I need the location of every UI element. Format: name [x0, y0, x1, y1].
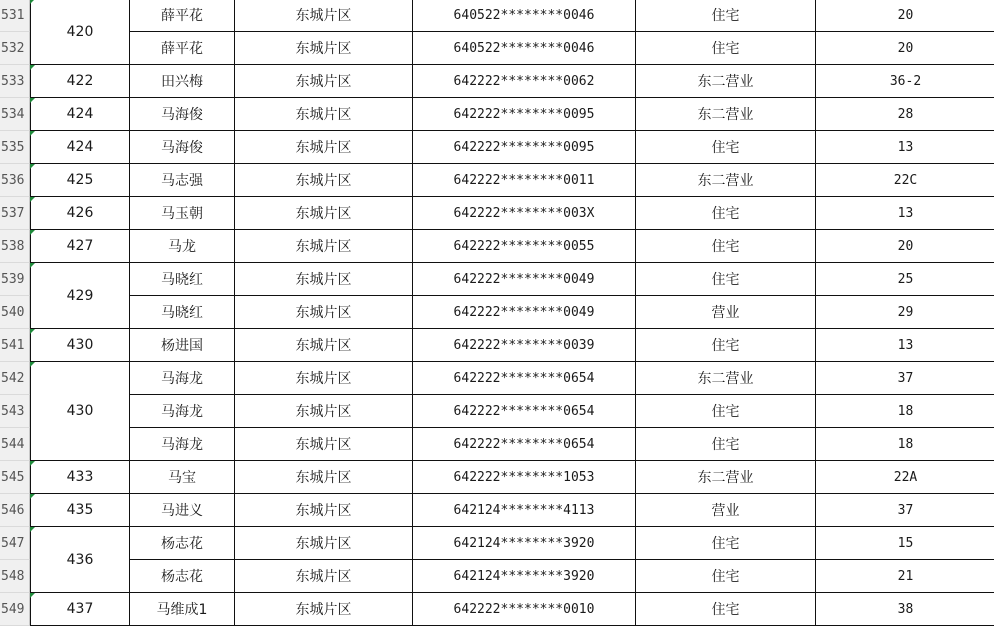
cell-area[interactable]: 东城片区 [235, 395, 413, 428]
row-header[interactable]: 533 [0, 65, 30, 98]
cell-name[interactable]: 马进义 [130, 494, 235, 527]
row-header[interactable]: 538 [0, 230, 30, 263]
comment-marker-icon [30, 98, 35, 103]
row-header[interactable]: 541 [0, 329, 30, 362]
comment-marker-icon [30, 461, 35, 466]
cell-name[interactable]: 薛平花 [130, 32, 235, 65]
row-header[interactable]: 534 [0, 98, 30, 131]
cell-type[interactable]: 东二营业 [636, 164, 816, 197]
table-row [0, 362, 994, 395]
row-header[interactable]: 535 [0, 131, 30, 164]
cell-num[interactable]: 13 [816, 329, 994, 362]
cell-num[interactable]: 37 [816, 362, 994, 395]
table-row [0, 527, 994, 560]
cell-num[interactable]: 36-2 [816, 65, 994, 98]
cell-name[interactable]: 田兴梅 [130, 65, 235, 98]
row-header[interactable]: 544 [0, 428, 30, 461]
cell-area[interactable]: 东城片区 [235, 65, 413, 98]
cell-num[interactable]: 21 [816, 560, 994, 593]
cell-idcard[interactable]: 642222********0049 [413, 296, 636, 329]
cell-id[interactable]: 437 [30, 593, 130, 626]
cell-area[interactable]: 东城片区 [235, 164, 413, 197]
cell-id[interactable]: 430 [30, 329, 130, 362]
cell-area[interactable]: 东城片区 [235, 197, 413, 230]
cell-num[interactable]: 22A [816, 461, 994, 494]
table-row [0, 494, 994, 527]
cell-area[interactable]: 东城片区 [235, 593, 413, 626]
row-header[interactable]: 547 [0, 527, 30, 560]
row-header[interactable]: 543 [0, 395, 30, 428]
cell-type[interactable]: 住宅 [636, 0, 816, 32]
comment-marker-icon [30, 527, 35, 532]
cell-name[interactable]: 马维成1 [130, 593, 235, 626]
cell-name[interactable]: 薛平花 [130, 0, 235, 32]
cell-area[interactable]: 东城片区 [235, 263, 413, 296]
cell-type[interactable]: 住宅 [636, 395, 816, 428]
cell-type[interactable]: 住宅 [636, 428, 816, 461]
table-row [0, 197, 994, 230]
cell-idcard[interactable]: 640522********0046 [413, 0, 636, 32]
cell-name[interactable]: 杨志花 [130, 560, 235, 593]
cell-area[interactable]: 东城片区 [235, 362, 413, 395]
cell-type[interactable]: 住宅 [636, 329, 816, 362]
cell-type[interactable]: 住宅 [636, 32, 816, 65]
cell-name[interactable]: 马海俊 [130, 131, 235, 164]
cell-type[interactable]: 东二营业 [636, 98, 816, 131]
table-row [0, 329, 994, 362]
row-header[interactable]: 540 [0, 296, 30, 329]
cell-id-merged[interactable]: 430 [30, 362, 130, 461]
cell-name[interactable]: 马龙 [130, 230, 235, 263]
cell-type[interactable]: 住宅 [636, 263, 816, 296]
cell-idcard[interactable]: 642124********3920 [413, 560, 636, 593]
cell-idcard[interactable]: 642222********0055 [413, 230, 636, 263]
table-row [0, 593, 994, 626]
cell-type[interactable]: 东二营业 [636, 461, 816, 494]
cell-num[interactable]: 20 [816, 230, 994, 263]
cell-type[interactable]: 住宅 [636, 560, 816, 593]
table-row [0, 65, 994, 98]
cell-num[interactable]: 20 [816, 0, 994, 32]
comment-marker-icon [30, 593, 35, 598]
cell-area[interactable]: 东城片区 [235, 560, 413, 593]
comment-marker-icon [30, 164, 35, 169]
cell-num[interactable]: 13 [816, 197, 994, 230]
cell-idcard[interactable]: 642222********0039 [413, 329, 636, 362]
row-header[interactable]: 548 [0, 560, 30, 593]
cell-area[interactable]: 东城片区 [235, 131, 413, 164]
comment-marker-icon [30, 197, 35, 202]
row-header[interactable]: 536 [0, 164, 30, 197]
cell-area[interactable]: 东城片区 [235, 32, 413, 65]
cell-num[interactable]: 22C [816, 164, 994, 197]
cell-idcard[interactable]: 642222********0095 [413, 131, 636, 164]
cell-num[interactable]: 38 [816, 593, 994, 626]
cell-idcard[interactable]: 642222********0654 [413, 362, 636, 395]
row-header[interactable]: 549 [0, 593, 30, 626]
cell-id[interactable]: 425 [30, 164, 130, 197]
cell-id[interactable]: 422 [30, 65, 130, 98]
cell-idcard[interactable]: 642222********1053 [413, 461, 636, 494]
cell-idcard[interactable]: 640522********0046 [413, 32, 636, 65]
cell-id[interactable]: 435 [30, 494, 130, 527]
cell-name[interactable]: 马海龙 [130, 428, 235, 461]
row-header[interactable]: 545 [0, 461, 30, 494]
cell-idcard[interactable]: 642222********003X [413, 197, 636, 230]
cell-name[interactable]: 马玉朝 [130, 197, 235, 230]
comment-marker-icon [30, 230, 35, 235]
cell-num[interactable]: 29 [816, 296, 994, 329]
cell-name[interactable]: 马晓红 [130, 263, 235, 296]
cell-id[interactable]: 424 [30, 98, 130, 131]
cell-type[interactable]: 住宅 [636, 527, 816, 560]
comment-marker-icon [30, 362, 35, 367]
cell-type[interactable]: 住宅 [636, 593, 816, 626]
cell-idcard[interactable]: 642222********0011 [413, 164, 636, 197]
comment-marker-icon [30, 0, 35, 4]
cell-id[interactable]: 433 [30, 461, 130, 494]
comment-marker-icon [30, 494, 35, 499]
cell-name[interactable]: 马志强 [130, 164, 235, 197]
cell-type[interactable]: 住宅 [636, 197, 816, 230]
row-header[interactable]: 537 [0, 197, 30, 230]
cell-area[interactable]: 东城片区 [235, 494, 413, 527]
cell-area[interactable]: 东城片区 [235, 461, 413, 494]
table-row [0, 263, 994, 296]
cell-type[interactable]: 营业 [636, 296, 816, 329]
cell-id-merged[interactable]: 420 [30, 0, 130, 65]
cell-num[interactable]: 25 [816, 263, 994, 296]
row-header[interactable]: 539 [0, 263, 30, 296]
cell-idcard[interactable]: 642222********0010 [413, 593, 636, 626]
cell-num[interactable]: 13 [816, 131, 994, 164]
table-row [0, 164, 994, 197]
cell-num[interactable]: 20 [816, 32, 994, 65]
table-row [0, 461, 994, 494]
cell-area[interactable]: 东城片区 [235, 428, 413, 461]
table-row [0, 98, 994, 131]
comment-marker-icon [30, 131, 35, 136]
cell-area[interactable]: 东城片区 [235, 230, 413, 263]
cell-idcard[interactable]: 642124********3920 [413, 527, 636, 560]
cell-type[interactable]: 东二营业 [636, 362, 816, 395]
table-row [0, 560, 994, 593]
cell-idcard[interactable]: 642124********4113 [413, 494, 636, 527]
cell-idcard[interactable]: 642222********0654 [413, 428, 636, 461]
cell-name[interactable]: 马海龙 [130, 362, 235, 395]
cell-type[interactable]: 营业 [636, 494, 816, 527]
cell-id-merged[interactable]: 429 [30, 263, 130, 329]
cell-area[interactable]: 东城片区 [235, 527, 413, 560]
cell-name[interactable]: 马海龙 [130, 395, 235, 428]
cell-name[interactable]: 马海俊 [130, 98, 235, 131]
cell-name[interactable]: 马晓红 [130, 296, 235, 329]
cell-id-merged[interactable]: 436 [30, 527, 130, 593]
cell-area[interactable]: 东城片区 [235, 329, 413, 362]
table-row [0, 296, 994, 329]
table-row [0, 32, 994, 65]
cell-idcard[interactable]: 642222********0095 [413, 98, 636, 131]
cell-num[interactable]: 37 [816, 494, 994, 527]
row-header[interactable]: 546 [0, 494, 30, 527]
cell-area[interactable]: 东城片区 [235, 98, 413, 131]
cell-name[interactable]: 杨志花 [130, 527, 235, 560]
cell-name[interactable]: 杨进国 [130, 329, 235, 362]
table-row [0, 395, 994, 428]
cell-num[interactable]: 28 [816, 98, 994, 131]
cell-area[interactable]: 东城片区 [235, 0, 413, 32]
table-row [0, 131, 994, 164]
table-row [0, 0, 994, 32]
cell-type[interactable]: 住宅 [636, 131, 816, 164]
cell-name[interactable]: 马宝 [130, 461, 235, 494]
cell-id[interactable]: 424 [30, 131, 130, 164]
cell-num[interactable]: 18 [816, 395, 994, 428]
cell-type[interactable]: 东二营业 [636, 65, 816, 98]
comment-marker-icon [30, 329, 35, 334]
cell-idcard[interactable]: 642222********0654 [413, 395, 636, 428]
table-row [0, 230, 994, 263]
cell-num[interactable]: 18 [816, 428, 994, 461]
row-header[interactable]: 532 [0, 32, 30, 65]
comment-marker-icon [30, 65, 35, 70]
cell-area[interactable]: 东城片区 [235, 296, 413, 329]
comment-marker-icon [30, 263, 35, 268]
table-row [0, 428, 994, 461]
row-header[interactable]: 531 [0, 0, 30, 32]
row-header[interactable]: 542 [0, 362, 30, 395]
cell-id[interactable]: 427 [30, 230, 130, 263]
cell-type[interactable]: 住宅 [636, 230, 816, 263]
cell-id[interactable]: 426 [30, 197, 130, 230]
cell-idcard[interactable]: 642222********0049 [413, 263, 636, 296]
cell-num[interactable]: 15 [816, 527, 994, 560]
cell-idcard[interactable]: 642222********0062 [413, 65, 636, 98]
